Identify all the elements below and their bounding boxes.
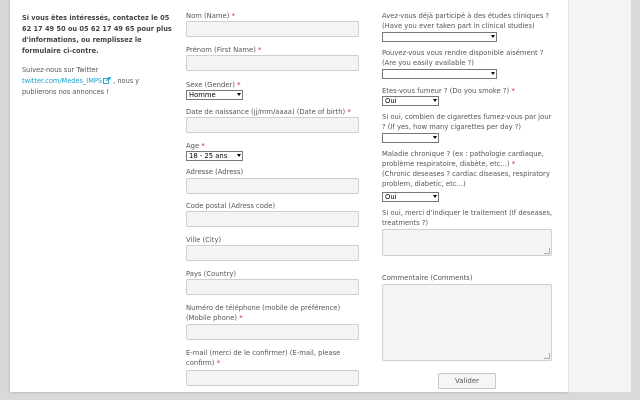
field-sexe bbox=[186, 80, 240, 90]
required-marker: * bbox=[511, 160, 516, 168]
chevron-down-icon bbox=[491, 35, 495, 38]
nom-label: Nom (Name) bbox=[186, 12, 230, 20]
field-pays bbox=[186, 269, 236, 279]
dob-input[interactable] bbox=[186, 117, 359, 133]
field-email bbox=[186, 348, 361, 368]
tel-label: Numéro de téléphone (mobile de préférence) (Mobile phone) bbox=[186, 304, 341, 322]
sidebar bbox=[22, 13, 172, 98]
disponible-select[interactable] bbox=[382, 69, 497, 79]
code-postal-input[interactable] bbox=[186, 211, 359, 227]
nom-input[interactable] bbox=[186, 21, 359, 37]
maladie-label-en: (Chronic deseases ? cardiac diseases, respiratory problem, diabetic, etc...) bbox=[382, 170, 550, 188]
email-input[interactable] bbox=[186, 370, 359, 386]
field-fumeur bbox=[382, 86, 515, 96]
chevron-down-icon bbox=[433, 99, 437, 102]
cp-label: Code postal (Adress code) bbox=[186, 202, 276, 210]
required-marker: * bbox=[347, 108, 351, 116]
field-telephone bbox=[186, 303, 361, 323]
resize-grip[interactable] bbox=[544, 248, 550, 254]
adresse-input[interactable] bbox=[186, 178, 359, 194]
prenom-input[interactable] bbox=[186, 55, 359, 71]
age-selected-value: 18 - 25 ans bbox=[189, 152, 228, 160]
required-marker: * bbox=[237, 81, 241, 89]
required-marker: * bbox=[201, 142, 205, 150]
maladie-label: Maladie chronique ? (ex : pathologie cardiaque, problème respiratoire, diabète, etc...) bbox=[382, 150, 544, 168]
follow-prefix: Suivez-nous sur Twitter bbox=[22, 66, 99, 74]
field-commentaire bbox=[382, 273, 473, 283]
submit-button[interactable]: Valider bbox=[438, 373, 496, 389]
chevron-down-icon bbox=[433, 195, 437, 198]
resize-grip[interactable] bbox=[544, 353, 550, 359]
required-marker: * bbox=[231, 12, 235, 20]
age-label: Age bbox=[186, 142, 200, 150]
prenom-label: Prénom (First Name) bbox=[186, 46, 256, 54]
required-marker: * bbox=[216, 359, 221, 367]
ville-input[interactable] bbox=[186, 245, 359, 261]
adresse-label: Adresse (Adress) bbox=[186, 168, 244, 176]
traitement-textarea[interactable] bbox=[382, 229, 552, 256]
cigarettes-label: Si oui, combien de cigarettes fumez-vous par jour ? (If yes, how many cigarettes per day ?) bbox=[382, 113, 552, 131]
commentaire-label: Commentaire (Comments) bbox=[382, 274, 473, 282]
chevron-down-icon bbox=[237, 93, 241, 96]
age-select[interactable] bbox=[186, 151, 243, 161]
field-dob bbox=[186, 107, 351, 117]
maladie-selected-value: Oui bbox=[385, 193, 397, 201]
twitter-link[interactable]: twitter.com/Medes_IMPS bbox=[22, 77, 111, 85]
field-cigarettes bbox=[382, 112, 554, 132]
required-marker: * bbox=[511, 87, 515, 95]
chevron-down-icon bbox=[237, 154, 241, 157]
field-adresse bbox=[186, 167, 243, 177]
required-marker: * bbox=[258, 46, 262, 54]
field-maladie bbox=[382, 149, 554, 189]
traitement-label: Si oui, merci d'indiquer le traitement (If deseases, treatments ?) bbox=[382, 209, 553, 227]
pays-label: Pays (Country) bbox=[186, 270, 236, 278]
commentaire-textarea[interactable] bbox=[382, 284, 552, 361]
sexe-select[interactable] bbox=[186, 90, 243, 100]
external-link-icon bbox=[103, 77, 111, 84]
etudes-select[interactable] bbox=[382, 32, 497, 42]
field-code-postal bbox=[186, 201, 275, 211]
field-disponible bbox=[382, 48, 554, 68]
follow-suffix: , nous y publierons nos annonces ! bbox=[22, 77, 140, 96]
field-ville bbox=[186, 235, 221, 245]
dob-label: Date de naissance (jj/mm/aaaa) (Date of birth) bbox=[186, 108, 346, 116]
field-age bbox=[186, 141, 205, 151]
maladie-select[interactable] bbox=[382, 192, 439, 202]
chevron-down-icon bbox=[433, 136, 437, 139]
chevron-down-icon bbox=[491, 72, 495, 75]
fumeur-label: Etes-vous fumeur ? (Do you smoke ?) bbox=[382, 87, 510, 95]
telephone-input[interactable] bbox=[186, 324, 359, 340]
twitter-follow-text bbox=[22, 65, 172, 98]
field-nom bbox=[186, 11, 235, 21]
email-label: E-mail (merci de le confirmer) (E-mail, please confirm) bbox=[186, 349, 341, 367]
sexe-selected-value: Homme bbox=[189, 91, 216, 99]
contact-intro: Si vous êtes intéressés, contactez le 05 62 17 49 50 ou 05 62 17 49 65 pour plus d'informations, ou remplissez le formulaire ci-contre. bbox=[22, 14, 172, 55]
right-gutter bbox=[568, 0, 631, 392]
field-traitement bbox=[382, 208, 554, 228]
field-prenom bbox=[186, 45, 261, 55]
cigarettes-select[interactable] bbox=[382, 133, 439, 143]
sexe-label: Sexe (Gender) bbox=[186, 81, 235, 89]
fumeur-select[interactable] bbox=[382, 96, 439, 106]
etudes-label: Avez-vous déjà participé à des études cliniques ? (Have you ever taken part in clinical studies) bbox=[382, 12, 550, 30]
dispo-label: Pouvez-vous vous rendre disponible aisément ? (Are you easily available ?) bbox=[382, 49, 544, 67]
ville-label: Ville (City) bbox=[186, 236, 222, 244]
field-etudes bbox=[382, 11, 554, 31]
fumeur-selected-value: Oui bbox=[385, 97, 397, 105]
pays-input[interactable] bbox=[186, 279, 359, 295]
required-marker: * bbox=[239, 314, 243, 322]
